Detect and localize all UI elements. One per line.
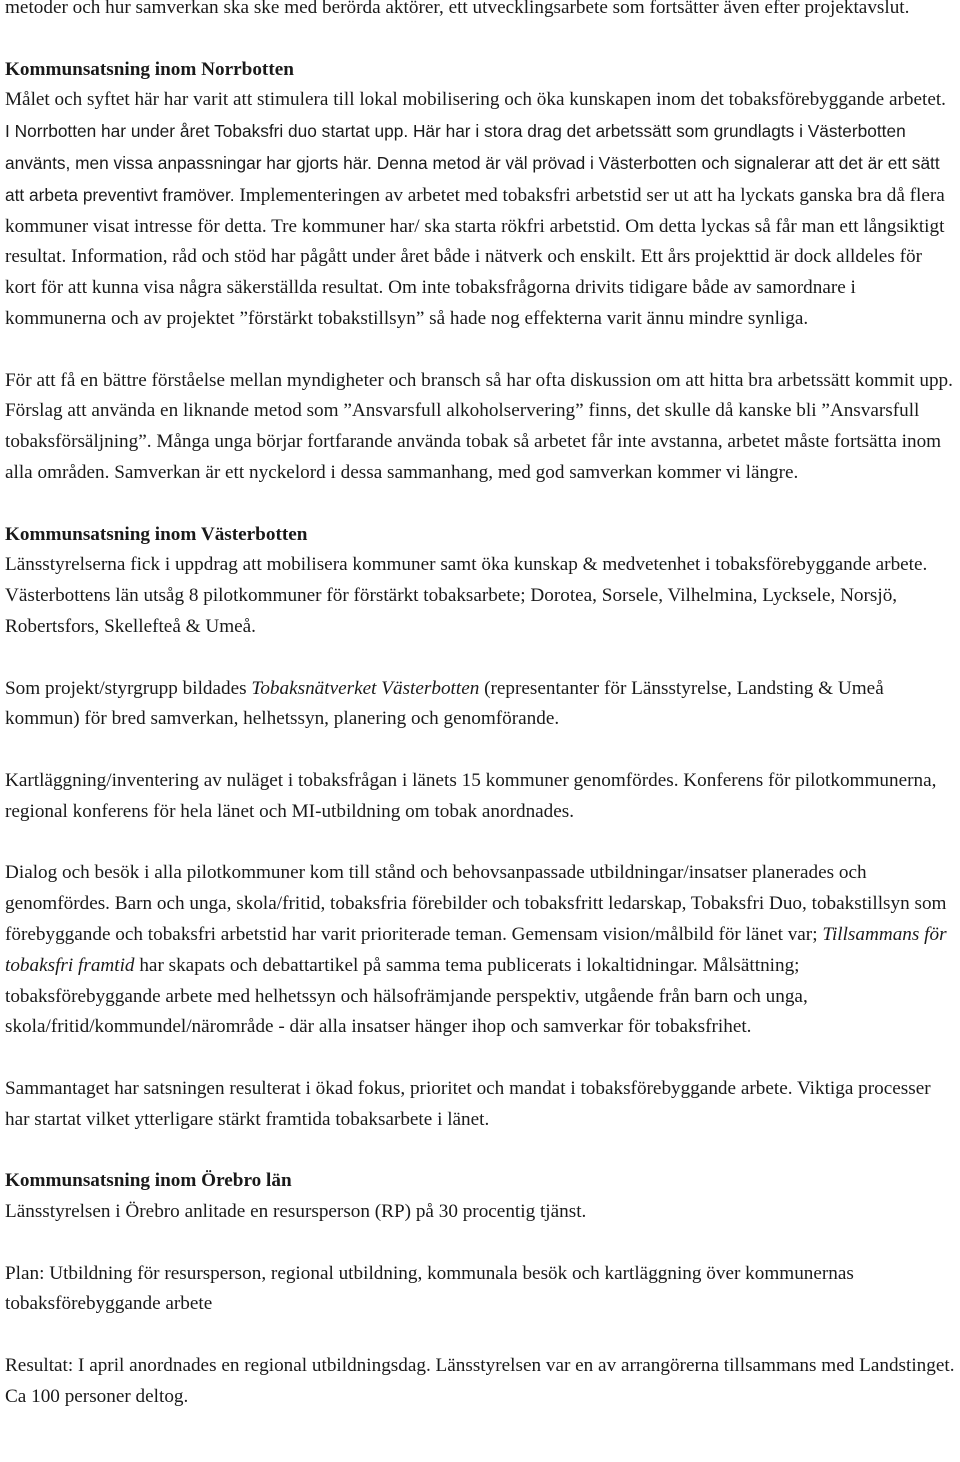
vasterbotten-paragraph-1: Länsstyrelserna fick i uppdrag att mobilisera kommuner samt öka kunskap & medvetenhet i tobaksförebyggande arbete. Västerbottens län utsåg 8 pilotkommuner för förstärkt tobaksarbete; Dorotea, Sorsele, Vilhelmina, Lycksele, Norsjö, Robertsfors, Skellefteå & Umeå. xyxy=(5,554,928,637)
vasterbotten-p4-end: har skapats och debattartikel på samma tema publicerats i lokaltidningar. Målsättning; tobaksförebyggande arbete med helhetssyn och hälsofrämjande perspektiv, utgående från barn och unga, skola/fritid/kommundel/närområde - där alla insatser hänger ihop och samverkar för tobaksfrihet. xyxy=(5,954,808,1038)
vasterbotten-paragraph-3: Kartläggning/inventering av nuläget i tobaksfrågan i länets 15 kommuner genomfördes. Konferens för pilotkommunerna, regional konferens för hela länet och MI-utbildning om tobak anordnades. xyxy=(5,769,937,822)
norrbotten-paragraph-2: För att få en bättre förståelse mellan myndigheter och bransch så har ofta diskussion om att hitta bra arbetssätt kommit upp. Förslag att använda en liknande metod som ”Ansvarsfull alkoholservering” finns, det skulle då kanske bli ”Ansvarsfull tobaksförsäljning”. Många unga börjar fortfarande använda tobak så arbetet får inte avstanna, arbetet måste fortsätta inom alla områden. Samverkan är ett nyckelord i dessa sammanhang, med god samverkan kommer vi längre. xyxy=(5,369,953,483)
intro-paragraph: metoder och hur samverkan ska ske med berörda aktörer, ett utvecklingsarbete som fortsätter även efter projektavslut. xyxy=(5,0,910,18)
heading-vasterbotten: Kommunsatsning inom Västerbotten xyxy=(5,523,308,545)
section-orebro xyxy=(5,1166,955,1228)
norrbotten-text-continued: Implementeringen av arbetet med tobaksfri arbetstid ser ut att ha lyckats ganska bra då flera kommuner visat intresse för detta. Tre kommuner har/ ska starta rökfri arbetstid. Om detta lyckas så får man ett långsiktigt resultat. Information, råd och stöd har pågått under året både i nätverk och enskilt. Ett års projekttid är dock alldeles för kort för att kunna visa några säkerställda resultat. Om inte tobaksfrågorna drivits tidigare både av samordnare i kommunerna och av projektet ”förstärkt tobakstillsyn” så hade nog effekterna varit ännu mindre synliga. xyxy=(5,184,945,329)
vision-slogan: Tillsammans för tobaksfri framtid xyxy=(5,923,947,976)
vasterbotten-paragraph-4 xyxy=(5,858,955,1043)
vasterbotten-p4-start: Dialog och besök i alla pilotkommuner kom till stånd och behovsanpassade utbildningar/insatser planerades och genomfördes. Barn och unga, skola/fritid, tobaksfria förebilder och tobaksfritt ledarskap, Tobaksfri Duo, tobakstillsyn som förebyggande och tobaksfri arbetstid har varit prioriterade teman. Gemensam vision/målbild för länet var; xyxy=(5,862,947,945)
orebro-paragraph-3: Resultat: I april anordnades en regional utbildningsdag. Länsstyrelsen var en av arrangörerna tillsammans med Landstinget. Ca 100 personer deltog. xyxy=(5,1355,955,1407)
vasterbotten-paragraph-5: Sammantaget har satsningen resulterat i ökad fokus, prioritet och mandat i tobaksförebyggande arbete. Viktiga processer har startat vilket ytterligare stärkt framtida tobaksarbete i länet. xyxy=(5,1077,931,1130)
norrbotten-text-sans: I Norrbotten har under året Tobaksfri duo startat upp. Här har i stora drag det arbetssätt som grundlagts i Västerbotten använts, men vissa anpassningar har gjorts här. Denna metod är väl prövad i Västerbotten och signalerar att det är ett sätt att arbeta preventivt framöver. xyxy=(5,121,940,205)
section-vasterbotten xyxy=(5,520,955,643)
vasterbotten-p2-end: (representanter för Länsstyrelse, Landsting & Umeå kommun) för bred samverkan, helhetssyn, planering och genomförande. xyxy=(5,677,884,730)
heading-orebro: Kommunsatsning inom Örebro län xyxy=(5,1170,292,1192)
norrbotten-text-serif: Målet och syftet här har varit att stimulera till lokal mobilisering och öka kunskapen inom det tobaksförebyggande arbetet. xyxy=(5,89,946,111)
orebro-paragraph-1: Länsstyrelsen i Örebro anlitade en resursperson (RP) på 30 procentig tjänst. xyxy=(5,1201,587,1223)
heading-norrbotten: Kommunsatsning inom Norrbotten xyxy=(5,58,294,80)
vasterbotten-paragraph-2 xyxy=(5,674,955,736)
vasterbotten-p2-start: Som projekt/styrgrupp bildades xyxy=(5,677,252,699)
network-name: Tobaksnätverket Västerbotten xyxy=(251,677,480,699)
orebro-paragraph-2: Plan: Utbildning för resursperson, regional utbildning, kommunala besök och kartläggning över kommunernas tobaksförebyggande arbete xyxy=(5,1262,854,1315)
section-norrbotten xyxy=(5,55,955,335)
